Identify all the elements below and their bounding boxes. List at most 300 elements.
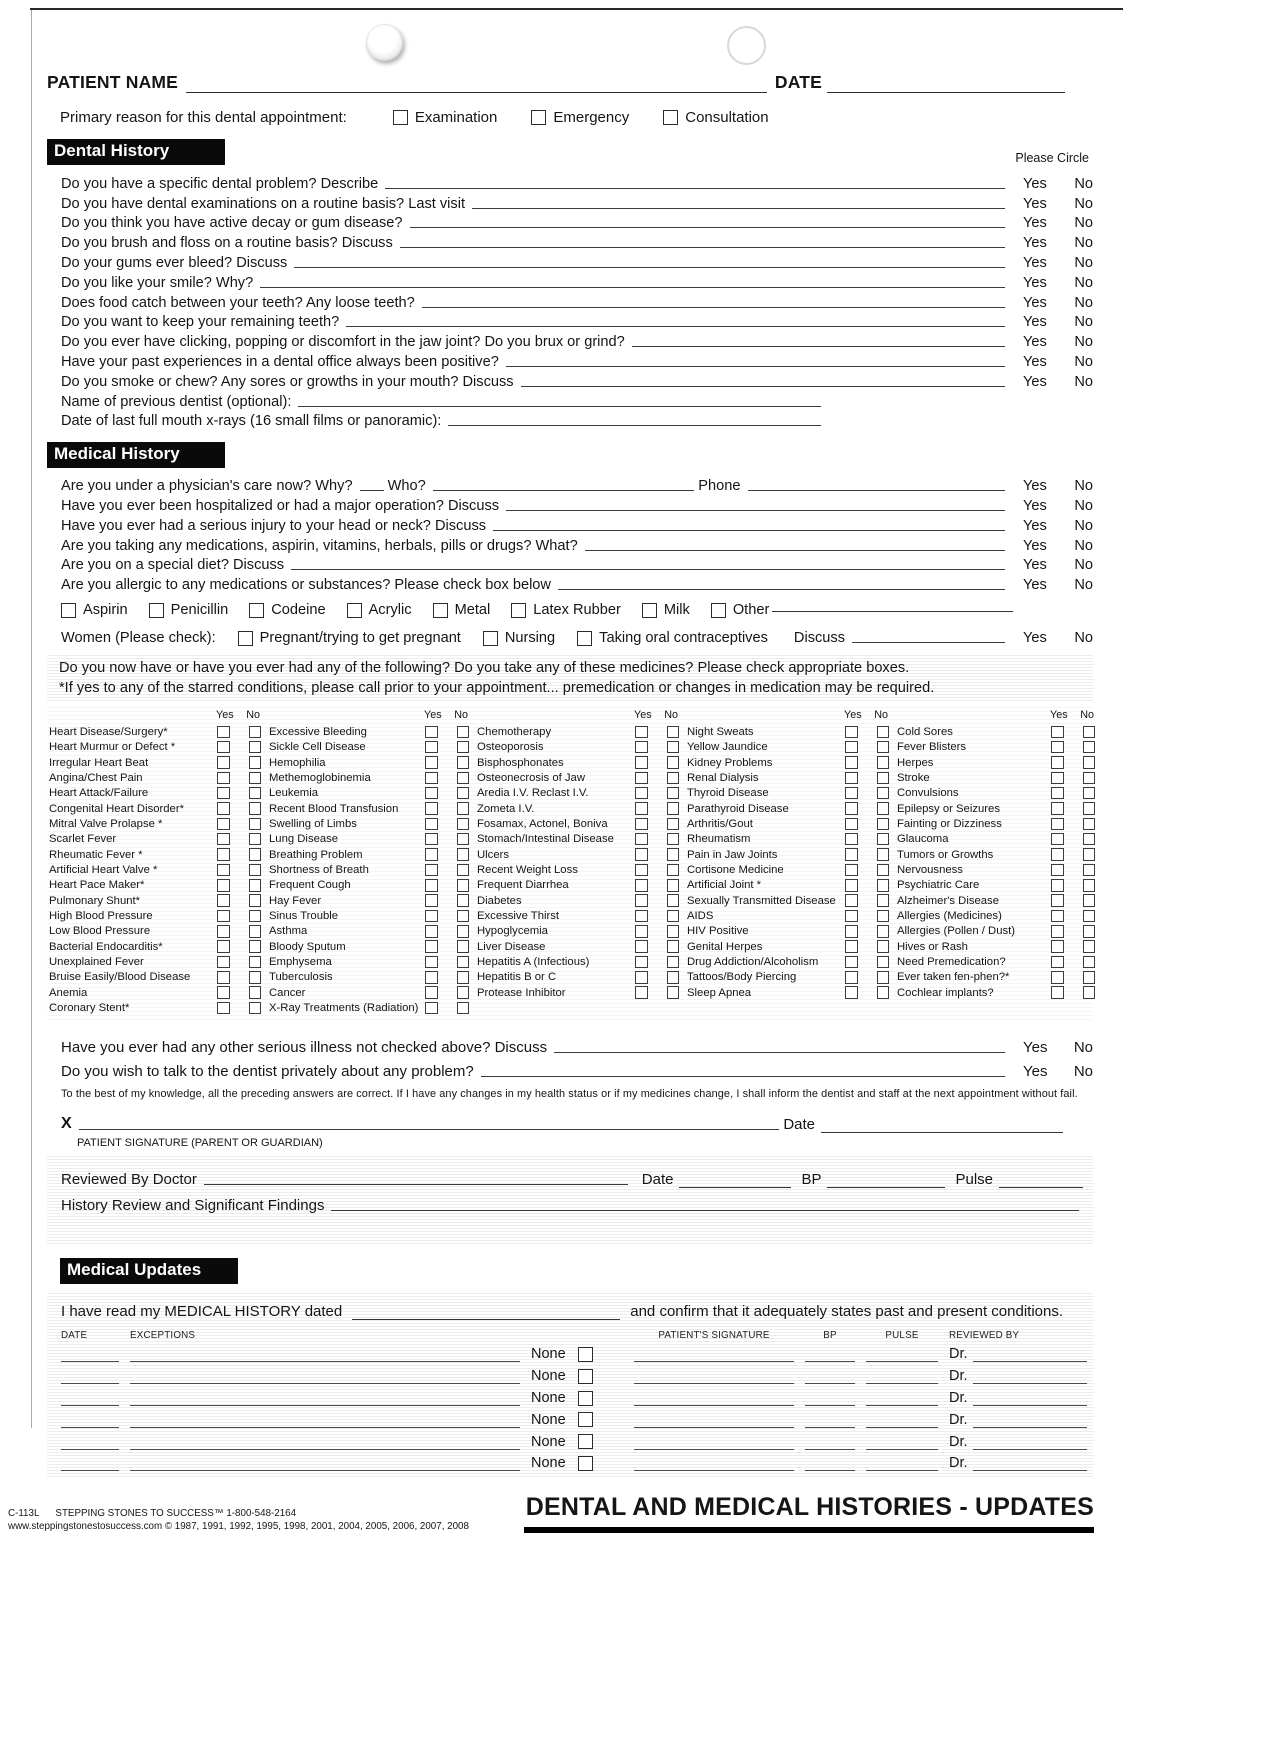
yes-checkbox-icon[interactable] (1051, 879, 1064, 892)
update-bp-line[interactable] (805, 1454, 855, 1471)
yes-checkbox-icon[interactable] (635, 787, 648, 800)
yes-option[interactable]: Yes (1023, 274, 1047, 291)
no-option[interactable]: No (1074, 557, 1093, 574)
allergy-option[interactable] (149, 602, 229, 618)
update-date-line[interactable] (61, 1454, 119, 1471)
yes-checkbox-icon[interactable] (217, 1002, 230, 1015)
allergy-option[interactable] (249, 602, 325, 618)
no-checkbox-icon[interactable] (457, 772, 470, 785)
update-exceptions-line[interactable] (130, 1345, 520, 1362)
checkbox-icon[interactable] (149, 603, 164, 618)
no-checkbox-icon[interactable] (667, 879, 680, 892)
women-option[interactable] (238, 630, 461, 646)
no-checkbox-icon[interactable] (249, 1002, 262, 1015)
no-checkbox-icon[interactable] (877, 833, 890, 846)
yes-checkbox-icon[interactable] (1051, 956, 1064, 969)
no-checkbox-icon[interactable] (249, 864, 262, 877)
yes-checkbox-icon[interactable] (845, 925, 858, 938)
yes-checkbox-icon[interactable] (217, 971, 230, 984)
yes-checkbox-icon[interactable] (425, 1002, 438, 1015)
yes-checkbox-icon[interactable] (1051, 940, 1064, 953)
yes-checkbox-icon[interactable] (845, 986, 858, 999)
update-signature-line[interactable] (634, 1411, 794, 1428)
answer-line[interactable] (346, 314, 1005, 327)
no-checkbox-icon[interactable] (877, 925, 890, 938)
answer-line[interactable] (410, 215, 1005, 228)
yes-option[interactable]: Yes (1023, 577, 1047, 594)
update-signature-line[interactable] (634, 1345, 794, 1362)
none-checkbox-icon[interactable] (578, 1347, 593, 1362)
no-checkbox-icon[interactable] (667, 894, 680, 907)
update-exceptions-line[interactable] (130, 1367, 520, 1384)
no-checkbox-icon[interactable] (1083, 772, 1096, 785)
yes-checkbox-icon[interactable] (425, 864, 438, 877)
no-checkbox-icon[interactable] (1083, 818, 1096, 831)
reason-option[interactable] (663, 109, 768, 126)
no-checkbox-icon[interactable] (667, 986, 680, 999)
no-checkbox-icon[interactable] (877, 772, 890, 785)
no-checkbox-icon[interactable] (1083, 833, 1096, 846)
no-checkbox-icon[interactable] (249, 986, 262, 999)
none-checkbox-icon[interactable] (578, 1369, 593, 1384)
yes-option[interactable]: Yes (1023, 373, 1047, 390)
yes-option[interactable]: Yes (1023, 334, 1047, 351)
answer-line[interactable] (558, 577, 1005, 590)
yes-option[interactable]: Yes (1023, 175, 1047, 192)
answer-line[interactable] (748, 478, 1006, 491)
no-checkbox-icon[interactable] (249, 726, 262, 739)
yes-checkbox-icon[interactable] (217, 787, 230, 800)
yes-checkbox-icon[interactable] (425, 986, 438, 999)
answer-line[interactable] (506, 498, 1005, 511)
no-option[interactable]: No (1074, 537, 1093, 554)
yes-checkbox-icon[interactable] (1051, 787, 1064, 800)
yes-checkbox-icon[interactable] (217, 833, 230, 846)
no-checkbox-icon[interactable] (1083, 986, 1096, 999)
allergy-option[interactable] (61, 602, 128, 618)
update-bp-line[interactable] (805, 1367, 855, 1384)
answer-line[interactable] (294, 255, 1005, 268)
allergy-option[interactable] (347, 602, 412, 618)
checkbox-icon[interactable] (711, 603, 726, 618)
no-checkbox-icon[interactable] (1083, 848, 1096, 861)
no-checkbox-icon[interactable] (877, 894, 890, 907)
yes-checkbox-icon[interactable] (845, 726, 858, 739)
update-pulse-line[interactable] (866, 1433, 938, 1450)
no-checkbox-icon[interactable] (1083, 802, 1096, 815)
review-date-line[interactable] (679, 1184, 791, 1188)
yes-checkbox-icon[interactable] (845, 879, 858, 892)
yes-checkbox-icon[interactable] (845, 848, 858, 861)
update-doctor-line[interactable] (973, 1345, 1087, 1362)
yes-checkbox-icon[interactable] (217, 848, 230, 861)
update-date-line[interactable] (61, 1433, 119, 1450)
date-input-line[interactable] (827, 88, 1065, 93)
reason-option[interactable] (531, 109, 629, 126)
no-checkbox-icon[interactable] (249, 833, 262, 846)
answer-line[interactable] (506, 354, 1005, 367)
update-exceptions-line[interactable] (130, 1389, 520, 1406)
yes-checkbox-icon[interactable] (635, 910, 648, 923)
update-exceptions-line[interactable] (130, 1454, 520, 1471)
yes-checkbox-icon[interactable] (217, 925, 230, 938)
no-checkbox-icon[interactable] (1083, 879, 1096, 892)
no-option[interactable]: No (1074, 274, 1093, 291)
update-pulse-line[interactable] (866, 1454, 938, 1471)
answer-line[interactable] (554, 1039, 1005, 1053)
yes-checkbox-icon[interactable] (845, 787, 858, 800)
no-option[interactable]: No (1073, 1062, 1093, 1080)
no-checkbox-icon[interactable] (667, 802, 680, 815)
yes-checkbox-icon[interactable] (217, 741, 230, 754)
none-checkbox-icon[interactable] (578, 1391, 593, 1406)
yes-checkbox-icon[interactable] (1051, 971, 1064, 984)
no-option[interactable]: No (1074, 373, 1093, 390)
no-option[interactable]: No (1074, 478, 1093, 495)
yes-checkbox-icon[interactable] (217, 864, 230, 877)
no-checkbox-icon[interactable] (249, 940, 262, 953)
no-checkbox-icon[interactable] (1083, 726, 1096, 739)
yes-checkbox-icon[interactable] (845, 802, 858, 815)
yes-checkbox-icon[interactable] (635, 925, 648, 938)
update-bp-line[interactable] (805, 1389, 855, 1406)
no-checkbox-icon[interactable] (667, 910, 680, 923)
yes-option[interactable]: Yes (1023, 314, 1047, 331)
update-signature-line[interactable] (634, 1433, 794, 1450)
yes-checkbox-icon[interactable] (635, 986, 648, 999)
no-checkbox-icon[interactable] (249, 802, 262, 815)
no-checkbox-icon[interactable] (1083, 910, 1096, 923)
yes-checkbox-icon[interactable] (635, 864, 648, 877)
yes-checkbox-icon[interactable] (845, 940, 858, 953)
yes-option[interactable]: Yes (1023, 195, 1047, 212)
no-checkbox-icon[interactable] (249, 894, 262, 907)
update-signature-line[interactable] (634, 1367, 794, 1384)
yes-option[interactable]: Yes (1023, 1038, 1048, 1056)
no-checkbox-icon[interactable] (457, 726, 470, 739)
answer-line[interactable] (493, 518, 1005, 531)
no-checkbox-icon[interactable] (1083, 956, 1096, 969)
answer-line[interactable] (400, 235, 1005, 248)
yes-option[interactable]: Yes (1023, 215, 1047, 232)
yes-checkbox-icon[interactable] (217, 986, 230, 999)
answer-line[interactable] (632, 334, 1005, 347)
no-checkbox-icon[interactable] (249, 756, 262, 769)
yes-checkbox-icon[interactable] (845, 956, 858, 969)
yes-checkbox-icon[interactable] (217, 940, 230, 953)
yes-checkbox-icon[interactable] (217, 956, 230, 969)
no-checkbox-icon[interactable] (667, 772, 680, 785)
checkbox-icon[interactable] (531, 110, 546, 125)
no-option[interactable]: No (1074, 215, 1093, 232)
yes-checkbox-icon[interactable] (845, 818, 858, 831)
yes-checkbox-icon[interactable] (1051, 818, 1064, 831)
yes-option[interactable]: Yes (1023, 630, 1047, 647)
yes-checkbox-icon[interactable] (217, 772, 230, 785)
yes-checkbox-icon[interactable] (1051, 986, 1064, 999)
update-doctor-line[interactable] (973, 1367, 1087, 1384)
yes-checkbox-icon[interactable] (1051, 910, 1064, 923)
no-checkbox-icon[interactable] (249, 879, 262, 892)
update-doctor-line[interactable] (973, 1454, 1087, 1471)
no-checkbox-icon[interactable] (1083, 894, 1096, 907)
no-checkbox-icon[interactable] (877, 726, 890, 739)
update-bp-line[interactable] (805, 1411, 855, 1428)
yes-checkbox-icon[interactable] (845, 894, 858, 907)
checkbox-icon[interactable] (61, 603, 76, 618)
checkbox-icon[interactable] (249, 603, 264, 618)
findings-line[interactable] (331, 1210, 1079, 1211)
yes-checkbox-icon[interactable] (217, 756, 230, 769)
no-option[interactable]: No (1074, 294, 1093, 311)
yes-checkbox-icon[interactable] (635, 848, 648, 861)
no-checkbox-icon[interactable] (667, 848, 680, 861)
none-checkbox-icon[interactable] (578, 1434, 593, 1449)
no-checkbox-icon[interactable] (877, 741, 890, 754)
yes-checkbox-icon[interactable] (425, 787, 438, 800)
update-pulse-line[interactable] (866, 1367, 938, 1384)
no-checkbox-icon[interactable] (877, 940, 890, 953)
yes-option[interactable]: Yes (1023, 1062, 1048, 1080)
no-checkbox-icon[interactable] (457, 956, 470, 969)
no-checkbox-icon[interactable] (249, 772, 262, 785)
patient-name-input-line[interactable] (186, 88, 767, 93)
answer-line[interactable] (385, 176, 1005, 189)
answer-line[interactable] (260, 275, 1005, 288)
yes-checkbox-icon[interactable] (1051, 925, 1064, 938)
answer-line[interactable] (422, 295, 1005, 308)
no-checkbox-icon[interactable] (667, 787, 680, 800)
yes-checkbox-icon[interactable] (425, 726, 438, 739)
no-checkbox-icon[interactable] (667, 818, 680, 831)
no-option[interactable]: No (1074, 497, 1093, 514)
no-option[interactable]: No (1074, 353, 1093, 370)
answer-line[interactable] (472, 196, 1005, 209)
no-checkbox-icon[interactable] (249, 787, 262, 800)
update-pulse-line[interactable] (866, 1411, 938, 1428)
update-doctor-line[interactable] (973, 1389, 1087, 1406)
no-checkbox-icon[interactable] (457, 894, 470, 907)
discuss-line[interactable] (852, 642, 1005, 643)
no-checkbox-icon[interactable] (457, 848, 470, 861)
no-checkbox-icon[interactable] (249, 956, 262, 969)
no-checkbox-icon[interactable] (877, 818, 890, 831)
yes-checkbox-icon[interactable] (425, 756, 438, 769)
yes-option[interactable]: Yes (1023, 517, 1047, 534)
signature-date-line[interactable] (821, 1129, 1063, 1133)
no-option[interactable]: No (1074, 314, 1093, 331)
no-checkbox-icon[interactable] (1083, 756, 1096, 769)
update-date-line[interactable] (61, 1367, 119, 1384)
yes-checkbox-icon[interactable] (1051, 756, 1064, 769)
yes-option[interactable]: Yes (1023, 235, 1047, 252)
yes-checkbox-icon[interactable] (1051, 848, 1064, 861)
checkbox-icon[interactable] (433, 603, 448, 618)
update-pulse-line[interactable] (866, 1345, 938, 1362)
no-checkbox-icon[interactable] (1083, 787, 1096, 800)
yes-checkbox-icon[interactable] (425, 772, 438, 785)
update-exceptions-line[interactable] (130, 1411, 520, 1428)
no-checkbox-icon[interactable] (457, 756, 470, 769)
yes-checkbox-icon[interactable] (845, 756, 858, 769)
yes-checkbox-icon[interactable] (845, 910, 858, 923)
other-allergy-line[interactable] (772, 608, 1013, 612)
yes-checkbox-icon[interactable] (217, 726, 230, 739)
no-checkbox-icon[interactable] (877, 910, 890, 923)
update-signature-line[interactable] (634, 1454, 794, 1471)
no-checkbox-icon[interactable] (457, 833, 470, 846)
update-signature-line[interactable] (634, 1389, 794, 1406)
checkbox-icon[interactable] (483, 631, 498, 646)
yes-checkbox-icon[interactable] (425, 848, 438, 861)
no-checkbox-icon[interactable] (249, 848, 262, 861)
update-doctor-line[interactable] (973, 1411, 1087, 1428)
yes-option[interactable]: Yes (1023, 294, 1047, 311)
no-option[interactable]: No (1074, 195, 1093, 212)
update-date-line[interactable] (61, 1389, 119, 1406)
no-option[interactable]: No (1074, 517, 1093, 534)
women-option[interactable] (577, 630, 768, 646)
no-checkbox-icon[interactable] (667, 971, 680, 984)
yes-checkbox-icon[interactable] (217, 910, 230, 923)
update-pulse-line[interactable] (866, 1389, 938, 1406)
checkbox-icon[interactable] (642, 603, 657, 618)
yes-checkbox-icon[interactable] (635, 940, 648, 953)
yes-checkbox-icon[interactable] (635, 971, 648, 984)
yes-checkbox-icon[interactable] (845, 971, 858, 984)
yes-checkbox-icon[interactable] (425, 818, 438, 831)
answer-line[interactable] (291, 557, 1005, 570)
yes-checkbox-icon[interactable] (635, 894, 648, 907)
yes-checkbox-icon[interactable] (425, 833, 438, 846)
update-exceptions-line[interactable] (130, 1433, 520, 1450)
update-bp-line[interactable] (805, 1433, 855, 1450)
yes-checkbox-icon[interactable] (635, 726, 648, 739)
yes-checkbox-icon[interactable] (1051, 802, 1064, 815)
yes-checkbox-icon[interactable] (1051, 894, 1064, 907)
yes-checkbox-icon[interactable] (425, 971, 438, 984)
no-checkbox-icon[interactable] (249, 818, 262, 831)
yes-checkbox-icon[interactable] (635, 879, 648, 892)
yes-checkbox-icon[interactable] (425, 741, 438, 754)
no-checkbox-icon[interactable] (1083, 940, 1096, 953)
allergy-option[interactable] (433, 602, 491, 618)
bp-line[interactable] (827, 1184, 945, 1188)
no-option[interactable]: No (1074, 334, 1093, 351)
women-option[interactable] (483, 630, 555, 646)
no-option[interactable]: No (1074, 175, 1093, 192)
checkbox-icon[interactable] (577, 631, 592, 646)
no-checkbox-icon[interactable] (457, 971, 470, 984)
yes-checkbox-icon[interactable] (217, 894, 230, 907)
yes-checkbox-icon[interactable] (635, 956, 648, 969)
no-checkbox-icon[interactable] (457, 925, 470, 938)
no-checkbox-icon[interactable] (457, 818, 470, 831)
yes-checkbox-icon[interactable] (845, 864, 858, 877)
no-checkbox-icon[interactable] (667, 925, 680, 938)
yes-checkbox-icon[interactable] (1051, 833, 1064, 846)
yes-checkbox-icon[interactable] (217, 802, 230, 815)
update-date-line[interactable] (61, 1345, 119, 1362)
pulse-line[interactable] (999, 1184, 1083, 1188)
no-checkbox-icon[interactable] (457, 741, 470, 754)
no-checkbox-icon[interactable] (877, 802, 890, 815)
no-checkbox-icon[interactable] (877, 986, 890, 999)
no-checkbox-icon[interactable] (877, 756, 890, 769)
yes-checkbox-icon[interactable] (635, 756, 648, 769)
none-checkbox-icon[interactable] (578, 1456, 593, 1471)
checkbox-icon[interactable] (347, 603, 362, 618)
yes-option[interactable]: Yes (1023, 557, 1047, 574)
no-checkbox-icon[interactable] (667, 756, 680, 769)
doctor-signature-line[interactable] (204, 1184, 628, 1185)
no-option[interactable]: No (1074, 577, 1093, 594)
no-checkbox-icon[interactable] (877, 787, 890, 800)
no-checkbox-icon[interactable] (457, 864, 470, 877)
yes-checkbox-icon[interactable] (425, 894, 438, 907)
no-checkbox-icon[interactable] (457, 910, 470, 923)
reason-option[interactable] (393, 109, 498, 126)
no-checkbox-icon[interactable] (877, 879, 890, 892)
answer-line[interactable] (298, 394, 820, 407)
yes-checkbox-icon[interactable] (425, 956, 438, 969)
no-option[interactable]: No (1074, 254, 1093, 271)
yes-checkbox-icon[interactable] (1051, 864, 1064, 877)
no-checkbox-icon[interactable] (1083, 971, 1096, 984)
none-checkbox-icon[interactable] (578, 1412, 593, 1427)
no-checkbox-icon[interactable] (667, 726, 680, 739)
yes-checkbox-icon[interactable] (425, 879, 438, 892)
yes-option[interactable]: Yes (1023, 254, 1047, 271)
no-checkbox-icon[interactable] (877, 864, 890, 877)
no-checkbox-icon[interactable] (877, 971, 890, 984)
checkbox-icon[interactable] (393, 110, 408, 125)
no-checkbox-icon[interactable] (457, 802, 470, 815)
no-checkbox-icon[interactable] (457, 1002, 470, 1015)
yes-checkbox-icon[interactable] (845, 772, 858, 785)
yes-checkbox-icon[interactable] (425, 925, 438, 938)
yes-checkbox-icon[interactable] (635, 833, 648, 846)
no-checkbox-icon[interactable] (1083, 864, 1096, 877)
patient-signature-line[interactable] (79, 1129, 780, 1130)
update-bp-line[interactable] (805, 1345, 855, 1362)
no-checkbox-icon[interactable] (667, 940, 680, 953)
answer-line[interactable] (521, 374, 1005, 387)
checkbox-icon[interactable] (663, 110, 678, 125)
update-date-line[interactable] (61, 1411, 119, 1428)
yes-checkbox-icon[interactable] (635, 741, 648, 754)
no-checkbox-icon[interactable] (877, 956, 890, 969)
yes-checkbox-icon[interactable] (845, 741, 858, 754)
no-checkbox-icon[interactable] (1083, 925, 1096, 938)
no-checkbox-icon[interactable] (249, 971, 262, 984)
yes-checkbox-icon[interactable] (425, 940, 438, 953)
allergy-option[interactable] (642, 602, 690, 618)
yes-checkbox-icon[interactable] (1051, 772, 1064, 785)
no-option[interactable]: No (1074, 630, 1093, 647)
no-checkbox-icon[interactable] (877, 848, 890, 861)
answer-line[interactable] (360, 478, 384, 491)
yes-option[interactable]: Yes (1023, 353, 1047, 370)
no-checkbox-icon[interactable] (249, 741, 262, 754)
answer-line[interactable] (448, 413, 820, 426)
no-checkbox-icon[interactable] (457, 879, 470, 892)
no-checkbox-icon[interactable] (667, 741, 680, 754)
yes-checkbox-icon[interactable] (635, 818, 648, 831)
allergy-option[interactable] (711, 602, 1013, 618)
no-checkbox-icon[interactable] (249, 925, 262, 938)
yes-checkbox-icon[interactable] (217, 879, 230, 892)
